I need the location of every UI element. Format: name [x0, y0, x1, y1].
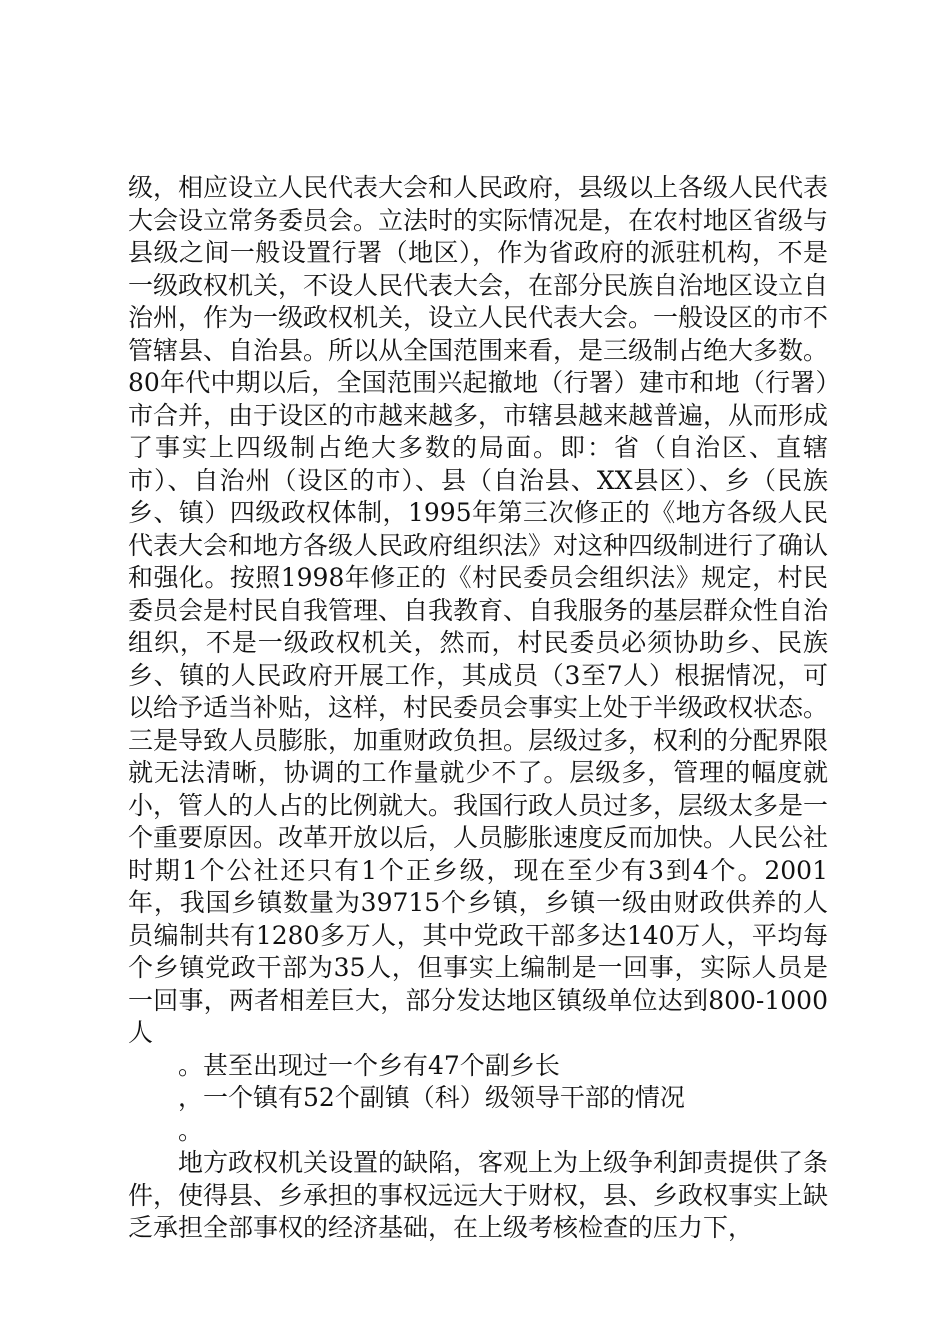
paragraph-fragment-1: 。甚至出现过一个乡有47个副乡长 [178, 1050, 560, 1080]
paragraph-fragment-3: 。 [178, 1115, 204, 1145]
paragraph-last: 地方政权机关设置的缺陷，客观上为上级争利卸责提供了条件，使得县、乡承担的事权远远大于财权，县、乡政权事实上缺乏承担全部事权的经济基础，在上级考核检查的压力下， [128, 1148, 829, 1242]
paragraph-fragment-2: ，一个镇有52个副镇（科）级领导干部的情况 [178, 1083, 685, 1112]
paragraph-main: 级，相应设立人民代表大会和人民政府，县级以上各级人民代表大会设立常务委员会。立法时的实际情况是，在农村地区省级与县级之间一般设置行署（地区），作为省政府的派驻机构，不是一级政权机关，不设人民代表大会，在部分民族自治地区设立自治州，作为一级政权机关，设立人民代表大会。一般设区的市不管辖县、自治县。所以从全国范围来看，是三级制占绝大多数。80年代中期以后，全国范围兴起撤地（行署）建市和地（行署）市合并，由于设区的市越来越多，市辖县越来越普遍，从而形成了事实上四级制占绝大多数的局面。即：省（自治区、直辖市）、自治州（设区的市）、县（自治县、XX县区）、乡（民族乡、镇）四级政权体制，1995年第三次修正的《地方各级人民代表大会和地方各级人民政府组织法》对这种四级制进行了确认和强化。按照1998年修正的《村民委员会组织法》规定，村民委员会是村民自我管理、自我教育、自我服务的基层群众性自治组织，不是一级政权机关，然而，村民委员必须协助乡、民族乡、镇的人民政府开展工作，其成员（3至7人）根据情况，可以给予适当补贴，这样，村民委员会事实上处于半级政权状态。三是导致人员膨胀，加重财政负担。层级过多，权利的分配界限就无法清晰，协调的工作量就少不了。层级多，管理的幅度就小，管人的人占的比例就大。我国行政人员过多，层级太多是一个重要原因。改革开放以后，人员膨胀速度反而加快。人民公社时期1个公社还只有1个正乡级，现在至少有3到4个。2001年，我国乡镇数量为39715个乡镇，乡镇一级由财政供养的人员编制共有1280多万人，其中党政干部多达140万人，平均每个乡镇党政干部为35人，但事实上编制是一回事，实际人员是一回事，两者相差巨大，部分发达地区镇级单位达到800-1000人 [128, 173, 829, 1047]
document-body [128, 172, 828, 1245]
